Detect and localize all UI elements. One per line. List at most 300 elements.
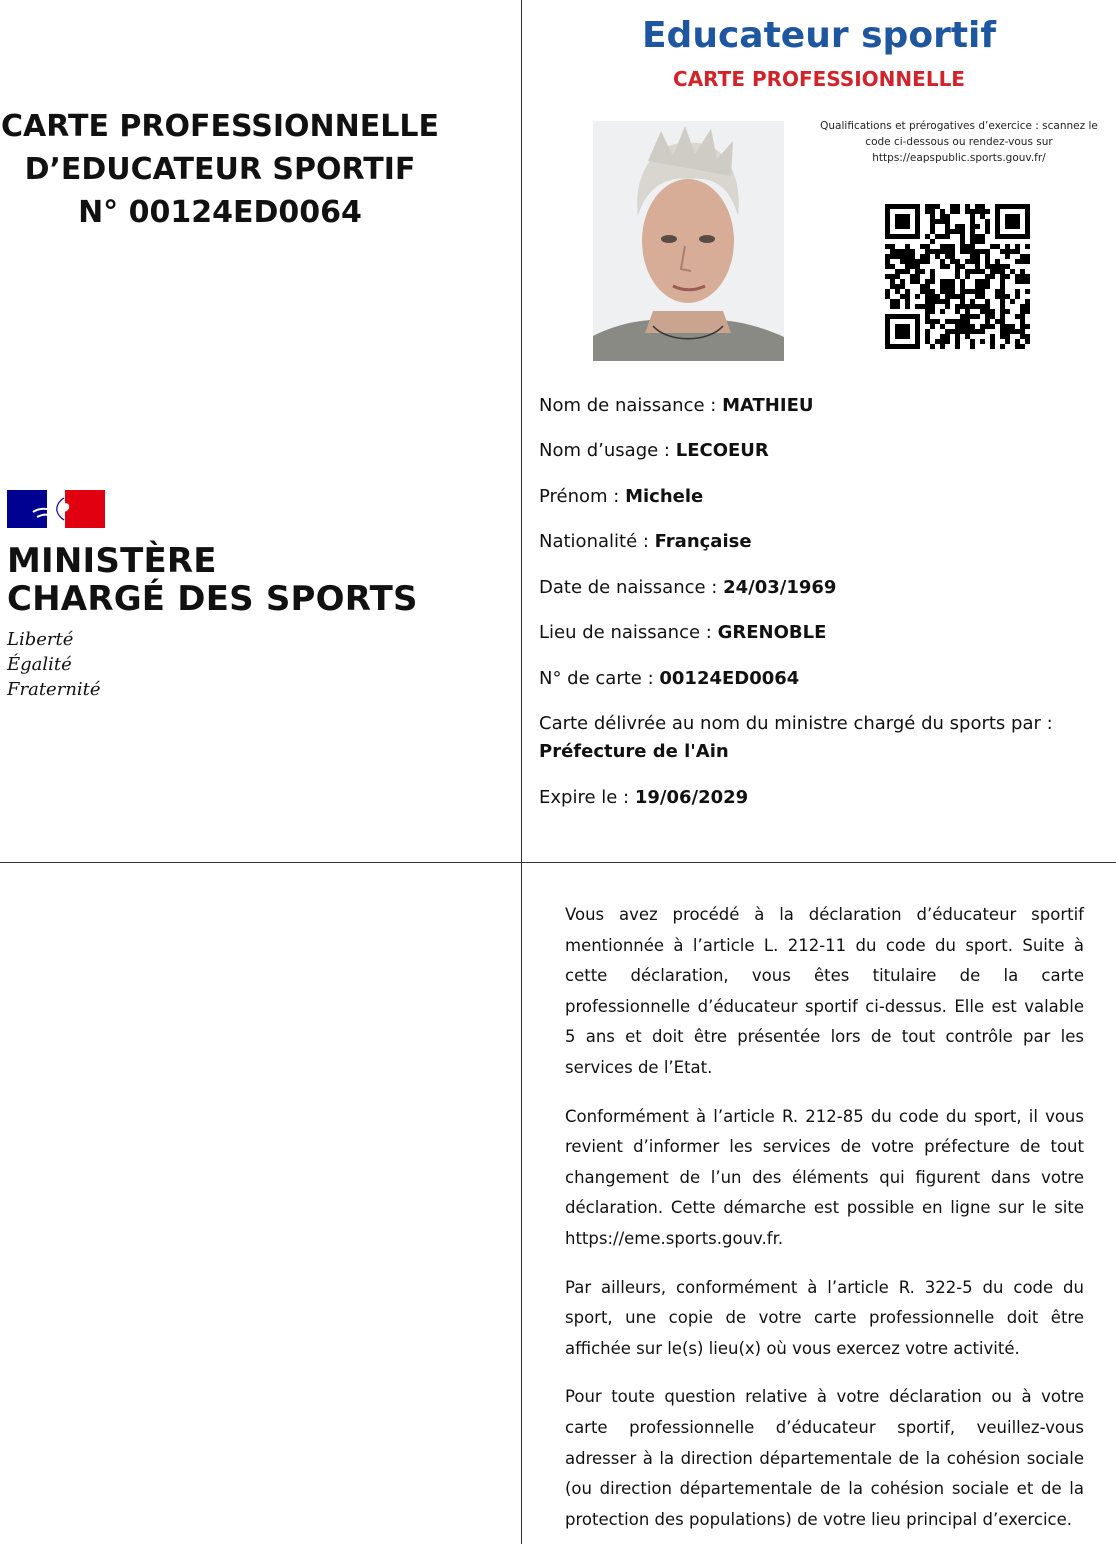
field-value: LECOEUR (675, 440, 769, 461)
qr-module (940, 289, 945, 294)
qr-module (920, 244, 925, 249)
qr-module (940, 264, 945, 269)
qr-module (885, 244, 890, 249)
field-value: MATHIEU (722, 395, 814, 416)
qr-module (915, 274, 920, 279)
qr-module (955, 329, 960, 334)
qr-module (900, 279, 905, 284)
qr-module (1010, 249, 1015, 254)
qr-module (940, 214, 945, 219)
qr-module (930, 229, 935, 234)
qr-module (885, 259, 890, 264)
qr-module (1005, 294, 1010, 299)
qr-module (970, 329, 975, 334)
qr-module (915, 304, 920, 309)
qr-module (895, 284, 900, 289)
qr-module (910, 249, 915, 254)
qr-module (1005, 274, 1010, 279)
qr-module (965, 319, 970, 324)
qr-module (965, 274, 970, 279)
qr-module (935, 319, 940, 324)
qr-module (990, 274, 995, 279)
qr-module (985, 309, 990, 314)
card-notice (565, 900, 1084, 1553)
qr-module (990, 339, 995, 344)
qr-module (960, 224, 965, 229)
qr-module (990, 269, 995, 274)
qr-module (960, 294, 965, 299)
qr-module (975, 204, 980, 209)
qr-module (920, 269, 925, 274)
qr-module (970, 214, 975, 219)
qr-module (945, 229, 950, 234)
qr-module (955, 309, 960, 314)
qr-module (1005, 244, 1010, 249)
qr-module (905, 244, 910, 249)
field-value: 00124ED0064 (659, 668, 800, 689)
qr-module (955, 204, 960, 209)
qr-module (970, 234, 975, 239)
qr-module (1020, 344, 1025, 349)
qr-module (930, 274, 935, 279)
qr-module (1025, 299, 1030, 304)
qr-module (885, 264, 890, 269)
qualifications-notice: Qualifications et prérogatives d’exercice : scannez le code ci-dessous ou rendez-vous sur https://eapspublic.sports.gouv.fr/ (820, 120, 1098, 164)
field-first-name (539, 483, 703, 511)
qr-module (945, 289, 950, 294)
qr-module (905, 294, 910, 299)
qr-module (990, 334, 995, 339)
qr-module (1020, 309, 1025, 314)
qr-module (950, 259, 955, 264)
qr-module (965, 334, 970, 339)
qr-module (915, 269, 920, 274)
qr-module (1020, 319, 1025, 324)
qr-module (895, 304, 900, 309)
qr-module (960, 284, 965, 289)
qr-module (900, 294, 905, 299)
qr-module (1000, 334, 1005, 339)
field-label: Date de naissance : (539, 577, 724, 598)
ministry-line-2: CHARGÉ DES SPORTS (7, 579, 418, 619)
qr-module (950, 204, 955, 209)
qr-module (925, 304, 930, 309)
qr-module (985, 304, 990, 309)
qr-module (1000, 264, 1005, 269)
qr-module (970, 254, 975, 259)
qr-module (925, 314, 930, 319)
qr-module (1025, 259, 1030, 264)
qr-module (925, 334, 930, 339)
qr-module (975, 254, 980, 259)
qr-module (940, 209, 945, 214)
horizontal-fold-line (0, 862, 1116, 863)
qr-module (985, 224, 990, 229)
qr-module (950, 229, 955, 234)
qr-module (945, 329, 950, 334)
qr-module (960, 264, 965, 269)
qr-module (985, 229, 990, 234)
qr-module (960, 299, 965, 304)
qr-module (970, 304, 975, 309)
qr-module (955, 324, 960, 329)
qr-module (925, 339, 930, 344)
qr-module (920, 284, 925, 289)
qr-module (910, 254, 915, 259)
qr-module (940, 299, 945, 304)
qr-module (935, 249, 940, 254)
qr-module (1015, 339, 1020, 344)
qr-module (925, 294, 930, 299)
marianne-flag-icon (7, 490, 105, 528)
field-label: Nationalité : (539, 531, 655, 552)
qr-module (950, 294, 955, 299)
field-issued-by (539, 710, 1059, 766)
qr-module (1005, 249, 1010, 254)
qr-module (1005, 324, 1010, 329)
qr-module (1020, 259, 1025, 264)
qr-module (940, 234, 945, 239)
qr-module (950, 329, 955, 334)
qr-module (925, 259, 930, 264)
qr-module (990, 324, 995, 329)
qr-module (950, 289, 955, 294)
field-label: Lieu de naissance : (539, 622, 718, 643)
field-birth-name (539, 392, 813, 420)
qr-module (975, 269, 980, 274)
qr-module (940, 249, 945, 254)
qr-module (1000, 304, 1005, 309)
qr-module (890, 279, 895, 284)
qr-module (940, 344, 945, 349)
qr-module (935, 294, 940, 299)
notice-paragraph: Par ailleurs, conformément à l’article R. 322-5 du code du sport, une copie de votre carte professionnelle doit être affichée sur le(s) lieu(x) où vous exercez votre activité. (565, 1277, 1084, 1358)
qr-module (985, 324, 990, 329)
field-label: N° de carte : (539, 668, 660, 689)
qr-module (955, 269, 960, 274)
qr-module (895, 274, 900, 279)
qr-module (960, 289, 965, 294)
qr-module (965, 309, 970, 314)
qr-module (960, 239, 965, 244)
qr-module (925, 244, 930, 249)
qr-module (955, 224, 960, 229)
holder-photo (593, 121, 784, 361)
qr-module (980, 209, 985, 214)
qr-module (960, 229, 965, 234)
qr-module (975, 259, 980, 264)
qr-module (1010, 329, 1015, 334)
notice-paragraph: Pour toute question relative à votre déclaration ou à votre carte professionnelle d’éducateur sportif, veuillez-vous adresser à la direction départementale de la cohésion sociale (ou direction départementale de la cohésion sociale et de la protection des populations) de votre lieu principal d’exercice. (565, 1387, 1084, 1529)
field-nationality (539, 528, 752, 556)
qr-module (975, 239, 980, 244)
qr-module (945, 319, 950, 324)
qr-module (975, 304, 980, 309)
qr-module (955, 259, 960, 264)
field-card-number (539, 665, 799, 693)
qr-module (965, 324, 970, 329)
qr-module (955, 229, 960, 234)
qr-module (950, 209, 955, 214)
qr-module (1025, 244, 1030, 249)
qr-module (900, 259, 905, 264)
field-expires (539, 784, 748, 812)
qr-module (950, 244, 955, 249)
qr-module (975, 209, 980, 214)
qr-module (965, 259, 970, 264)
qr-module (960, 304, 965, 309)
qr-module (965, 209, 970, 214)
qr-module (970, 209, 975, 214)
qr-module (925, 284, 930, 289)
qr-module (955, 209, 960, 214)
qr-module (1005, 329, 1010, 334)
qr-module (930, 204, 935, 209)
qr-module (940, 284, 945, 289)
qr-module (1000, 324, 1005, 329)
qr-module (960, 324, 965, 329)
qr-module (1015, 289, 1020, 294)
qr-module (895, 269, 900, 274)
card-heading-line-3: N° 00124ED0064 (78, 195, 362, 230)
qr-module (980, 204, 985, 209)
qr-module (980, 289, 985, 294)
qr-module (945, 304, 950, 309)
qr-module (1025, 274, 1030, 279)
qr-module (965, 244, 970, 249)
qr-module (950, 319, 955, 324)
qr-module (925, 329, 930, 334)
qr-module (995, 264, 1000, 269)
qr-module (900, 254, 905, 259)
qr-module (925, 249, 930, 254)
qr-module (885, 294, 890, 299)
qr-module (930, 279, 935, 284)
field-value: 19/06/2029 (634, 787, 749, 808)
field-label: Nom d’usage : (539, 440, 676, 461)
qr-module (985, 249, 990, 254)
qr-module (965, 289, 970, 294)
qr-module (1010, 324, 1015, 329)
qr-module (940, 219, 945, 224)
qr-module (920, 254, 925, 259)
qr-module (1020, 279, 1025, 284)
qr-module (925, 309, 930, 314)
qr-module (990, 344, 995, 349)
qr-module (960, 234, 965, 239)
qr-module (960, 319, 965, 324)
qr-module (895, 289, 900, 294)
qr-module (1000, 289, 1005, 294)
qr-module (985, 319, 990, 324)
qr-module (945, 254, 950, 259)
qr-module (930, 224, 935, 229)
qr-module (970, 299, 975, 304)
qr-module (940, 244, 945, 249)
qr-module (890, 299, 895, 304)
qr-module (980, 269, 985, 274)
qr-module (970, 219, 975, 224)
qr-module (965, 314, 970, 319)
qr-module (1000, 274, 1005, 279)
qr-module (1015, 244, 1020, 249)
qr-module (905, 259, 910, 264)
portrait-photo-icon (593, 121, 784, 361)
qr-module (955, 294, 960, 299)
qr-module (920, 259, 925, 264)
qr-module (980, 309, 985, 314)
qr-module (960, 279, 965, 284)
qr-module (980, 284, 985, 289)
card-subtitle: CARTE PROFESSIONNELLE (673, 67, 965, 91)
qr-module (935, 219, 940, 224)
qr-module (960, 314, 965, 319)
notice-paragraph: Vous avez procédé à la déclaration d’éducateur sportif mentionnée à l’article L. 212-11 du code du sport. Suite à cette déclaration, vous êtes titulaire de la carte professionnelle d’éducateur sportif ci-dessus. Elle est valable 5 ans et doit être présentée lors de tout contrôle par les services de l’Etat. (565, 905, 1084, 1077)
qr-module (915, 264, 920, 269)
qr-module (925, 209, 930, 214)
qr-module (1025, 309, 1030, 314)
qr-module (1010, 269, 1015, 274)
qr-module (1015, 274, 1020, 279)
field-label: Prénom : (539, 486, 626, 507)
qr-module (970, 344, 975, 349)
qr-module (975, 289, 980, 294)
qr-module (975, 314, 980, 319)
qr-module (975, 264, 980, 269)
qr-module (955, 264, 960, 269)
qr-module (905, 264, 910, 269)
qr-module (900, 249, 905, 254)
qr-module (915, 259, 920, 264)
qr-module (910, 274, 915, 279)
qr-module (950, 279, 955, 284)
qr-module (995, 289, 1000, 294)
qr-module (955, 344, 960, 349)
field-value: 24/03/1969 (723, 577, 837, 598)
qr-module (935, 234, 940, 239)
qr-module (950, 284, 955, 289)
field-label: Nom de naissance : (539, 395, 723, 416)
qr-module (1015, 314, 1020, 319)
qr-module (965, 304, 970, 309)
qr-module (1025, 334, 1030, 339)
qr-module (1015, 329, 1020, 334)
qr-module (915, 279, 920, 284)
qr-module (885, 289, 890, 294)
qr-module (995, 259, 1000, 264)
qr-module (930, 249, 935, 254)
qr-module (940, 259, 945, 264)
qr-module (965, 249, 970, 254)
qr-module (990, 264, 995, 269)
motto-liberte: Liberté (7, 629, 74, 650)
qr-module (905, 249, 910, 254)
qr-module (940, 309, 945, 314)
qr-module (980, 214, 985, 219)
qr-module (910, 259, 915, 264)
qr-module (1000, 344, 1005, 349)
qr-module (1025, 279, 1030, 284)
qr-module (895, 249, 900, 254)
ministry-line-1: MINISTÈRE (7, 541, 217, 581)
qr-module (1010, 299, 1015, 304)
qr-module (925, 319, 930, 324)
qr-module (885, 274, 890, 279)
qr-code-icon[interactable] (885, 204, 1030, 349)
qr-module (900, 284, 905, 289)
qr-module (1025, 289, 1030, 294)
qr-module (1000, 329, 1005, 334)
qr-module (980, 239, 985, 244)
qr-module (945, 219, 950, 224)
qr-module (905, 299, 910, 304)
card-heading-line-2: D’EDUCATEUR SPORTIF (24, 152, 416, 187)
qr-module (935, 254, 940, 259)
qr-module (970, 249, 975, 254)
field-birth-date (539, 574, 836, 602)
qr-module (1020, 269, 1025, 274)
field-value: Préfecture de l'Ain (539, 741, 729, 762)
qr-module (945, 299, 950, 304)
qr-module (1005, 339, 1010, 344)
qr-module (930, 309, 935, 314)
qr-module (1005, 309, 1010, 314)
qr-module (970, 339, 975, 344)
qr-module (965, 329, 970, 334)
qr-module (930, 214, 935, 219)
qr-module (905, 269, 910, 274)
field-usage-name (539, 437, 769, 465)
qr-module (935, 204, 940, 209)
qr-module (1020, 329, 1025, 334)
qr-module (1020, 304, 1025, 309)
qr-module (985, 209, 990, 214)
qr-module (1000, 294, 1005, 299)
motto-egalite: Égalité (7, 654, 72, 675)
qr-module (1015, 344, 1020, 349)
qr-module (960, 249, 965, 254)
card-heading (0, 105, 440, 234)
qr-module (985, 274, 990, 279)
qr-module (890, 249, 895, 254)
qr-module (980, 324, 985, 329)
qr-module (890, 244, 895, 249)
qr-module (1000, 299, 1005, 304)
qr-module (895, 254, 900, 259)
qr-module (930, 294, 935, 299)
qr-module (930, 269, 935, 274)
qr-module (1000, 269, 1005, 274)
qr-module (985, 279, 990, 284)
qr-module (970, 224, 975, 229)
qr-module (940, 339, 945, 344)
qr-module (930, 239, 935, 244)
qr-module (910, 264, 915, 269)
qr-module (970, 259, 975, 264)
qr-module (945, 279, 950, 284)
qr-module (900, 269, 905, 274)
qr-module (905, 254, 910, 259)
qr-module (985, 259, 990, 264)
qr-module (910, 279, 915, 284)
qr-module (975, 279, 980, 284)
qr-module (920, 289, 925, 294)
qr-module (980, 329, 985, 334)
qr-module (945, 214, 950, 219)
qr-module (970, 324, 975, 329)
qr-module (955, 319, 960, 324)
qr-module (1020, 254, 1025, 259)
